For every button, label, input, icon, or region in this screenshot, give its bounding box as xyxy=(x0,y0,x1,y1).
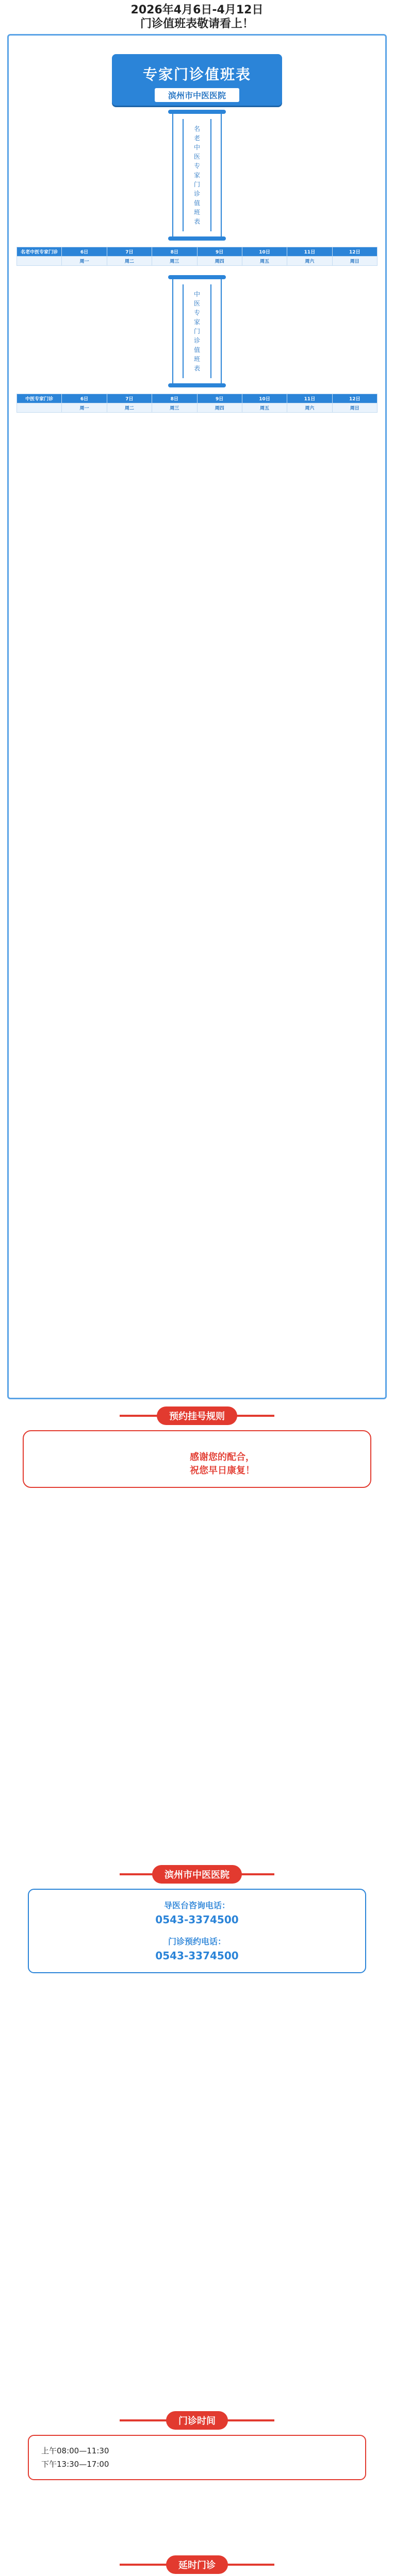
rules-section xyxy=(7,1406,387,1488)
col-header-weekday xyxy=(17,257,62,266)
scroll-title-text xyxy=(183,119,211,231)
col-header-dept: 中医专家门诊 xyxy=(17,394,62,403)
col-header-weekday: 周四 xyxy=(197,403,242,413)
vertical-char: 班 xyxy=(193,355,200,363)
col-header-weekday: 周日 xyxy=(332,403,377,413)
guide-phone-label: 导医台咨询电话： xyxy=(163,1901,230,1910)
thanks-line-2: 祝您早日康复！ xyxy=(190,1465,255,1476)
vertical-char: 门 xyxy=(193,328,200,335)
appt-phone-label: 门诊预约电话： xyxy=(168,1937,226,1946)
col-header-date: 8日 xyxy=(152,247,197,257)
board-title: 专家门诊值班表 xyxy=(142,66,251,83)
duty-board xyxy=(7,34,387,1399)
clinic-hours-title xyxy=(120,2411,274,2430)
afternoon-hours: 下午13:30—17:00 xyxy=(41,2460,109,2469)
famous-doctors-table xyxy=(17,247,377,266)
vertical-char: 班 xyxy=(193,209,200,216)
col-header-weekday: 周一 xyxy=(62,257,107,266)
col-header-weekday xyxy=(17,403,62,413)
vertical-char: 医 xyxy=(193,300,200,307)
extended-title xyxy=(120,2555,274,2574)
col-header-date: 9日 xyxy=(197,394,242,403)
vertical-char: 老 xyxy=(193,134,200,142)
col-header-date: 6日 xyxy=(62,247,107,257)
col-header-date: 12日 xyxy=(332,394,377,403)
scroll-title-experts xyxy=(172,278,222,384)
extended-title-label: 延时门诊 xyxy=(166,2555,228,2574)
col-header-weekday: 周三 xyxy=(152,257,197,266)
board-banner xyxy=(112,54,282,106)
thanks-text xyxy=(190,1451,359,1478)
col-header-date: 10日 xyxy=(242,247,287,257)
page-header xyxy=(0,0,394,32)
vertical-char: 表 xyxy=(193,218,200,225)
vertical-char: 专 xyxy=(193,309,200,316)
vertical-char: 中 xyxy=(193,144,200,151)
vertical-char: 家 xyxy=(193,172,200,179)
vertical-char: 门 xyxy=(193,181,200,188)
hospital-title-label: 滨州市中医医院 xyxy=(152,1865,242,1884)
col-header-weekday: 周二 xyxy=(107,403,152,413)
vertical-char: 中 xyxy=(193,291,200,298)
header-subtitle: 门诊值班表敬请看上！ xyxy=(140,18,254,30)
col-header-date: 8日 xyxy=(152,394,197,403)
vertical-char: 值 xyxy=(193,346,200,353)
col-header-date: 11日 xyxy=(287,247,332,257)
hospital-title xyxy=(120,1865,274,1884)
date-range: 2026年4月6日-4月12日 xyxy=(130,4,264,16)
hospital-section xyxy=(7,1865,387,1973)
vertical-char: 名 xyxy=(193,125,200,132)
hospital-name: 滨州市中医医院 xyxy=(155,88,239,102)
extended-hours-section xyxy=(7,2555,387,2576)
col-header-weekday: 周五 xyxy=(242,257,287,266)
col-header-date: 12日 xyxy=(332,247,377,257)
vertical-char: 诊 xyxy=(193,190,200,197)
col-header-weekday: 周二 xyxy=(107,257,152,266)
appt-phone-number[interactable]: 0543-3374500 xyxy=(155,1950,239,1962)
col-header-weekday: 周六 xyxy=(287,403,332,413)
clinic-hours-box xyxy=(28,2435,366,2480)
vertical-char: 值 xyxy=(193,199,200,207)
vertical-char: 专 xyxy=(193,162,200,170)
clinic-hours-title-label: 门诊时间 xyxy=(166,2411,228,2430)
vertical-char: 诊 xyxy=(193,337,200,344)
clinic-hours-section xyxy=(7,2411,387,2480)
col-header-date: 9日 xyxy=(197,247,242,257)
col-header-dept: 名老中医专家门诊 xyxy=(17,247,62,257)
rules-title-label: 预约挂号规则 xyxy=(157,1406,237,1425)
vertical-char: 医 xyxy=(193,153,200,160)
phone-box xyxy=(28,1889,366,1973)
scroll-title-famous-doctors xyxy=(172,113,222,238)
col-header-weekday: 周日 xyxy=(332,257,377,266)
col-header-date: 11日 xyxy=(287,394,332,403)
thanks-line-1: 感谢您的配合， xyxy=(190,1452,255,1463)
col-header-weekday: 周四 xyxy=(197,257,242,266)
col-header-date: 6日 xyxy=(62,394,107,403)
col-header-weekday: 周一 xyxy=(62,403,107,413)
col-header-date: 7日 xyxy=(107,394,152,403)
rules-box xyxy=(23,1430,371,1488)
col-header-weekday: 周六 xyxy=(287,257,332,266)
col-header-date: 7日 xyxy=(107,247,152,257)
rules-title xyxy=(120,1406,274,1425)
guide-phone-number[interactable]: 0543-3374500 xyxy=(155,1913,239,1926)
morning-hours: 上午08:00—11:30 xyxy=(41,2446,109,2455)
col-header-weekday: 周三 xyxy=(152,403,197,413)
vertical-char: 家 xyxy=(193,318,200,326)
expert-clinic-table xyxy=(17,394,377,413)
vertical-char: 表 xyxy=(193,365,200,372)
col-header-date: 10日 xyxy=(242,394,287,403)
scroll-title-text xyxy=(183,284,211,378)
col-header-weekday: 周五 xyxy=(242,403,287,413)
